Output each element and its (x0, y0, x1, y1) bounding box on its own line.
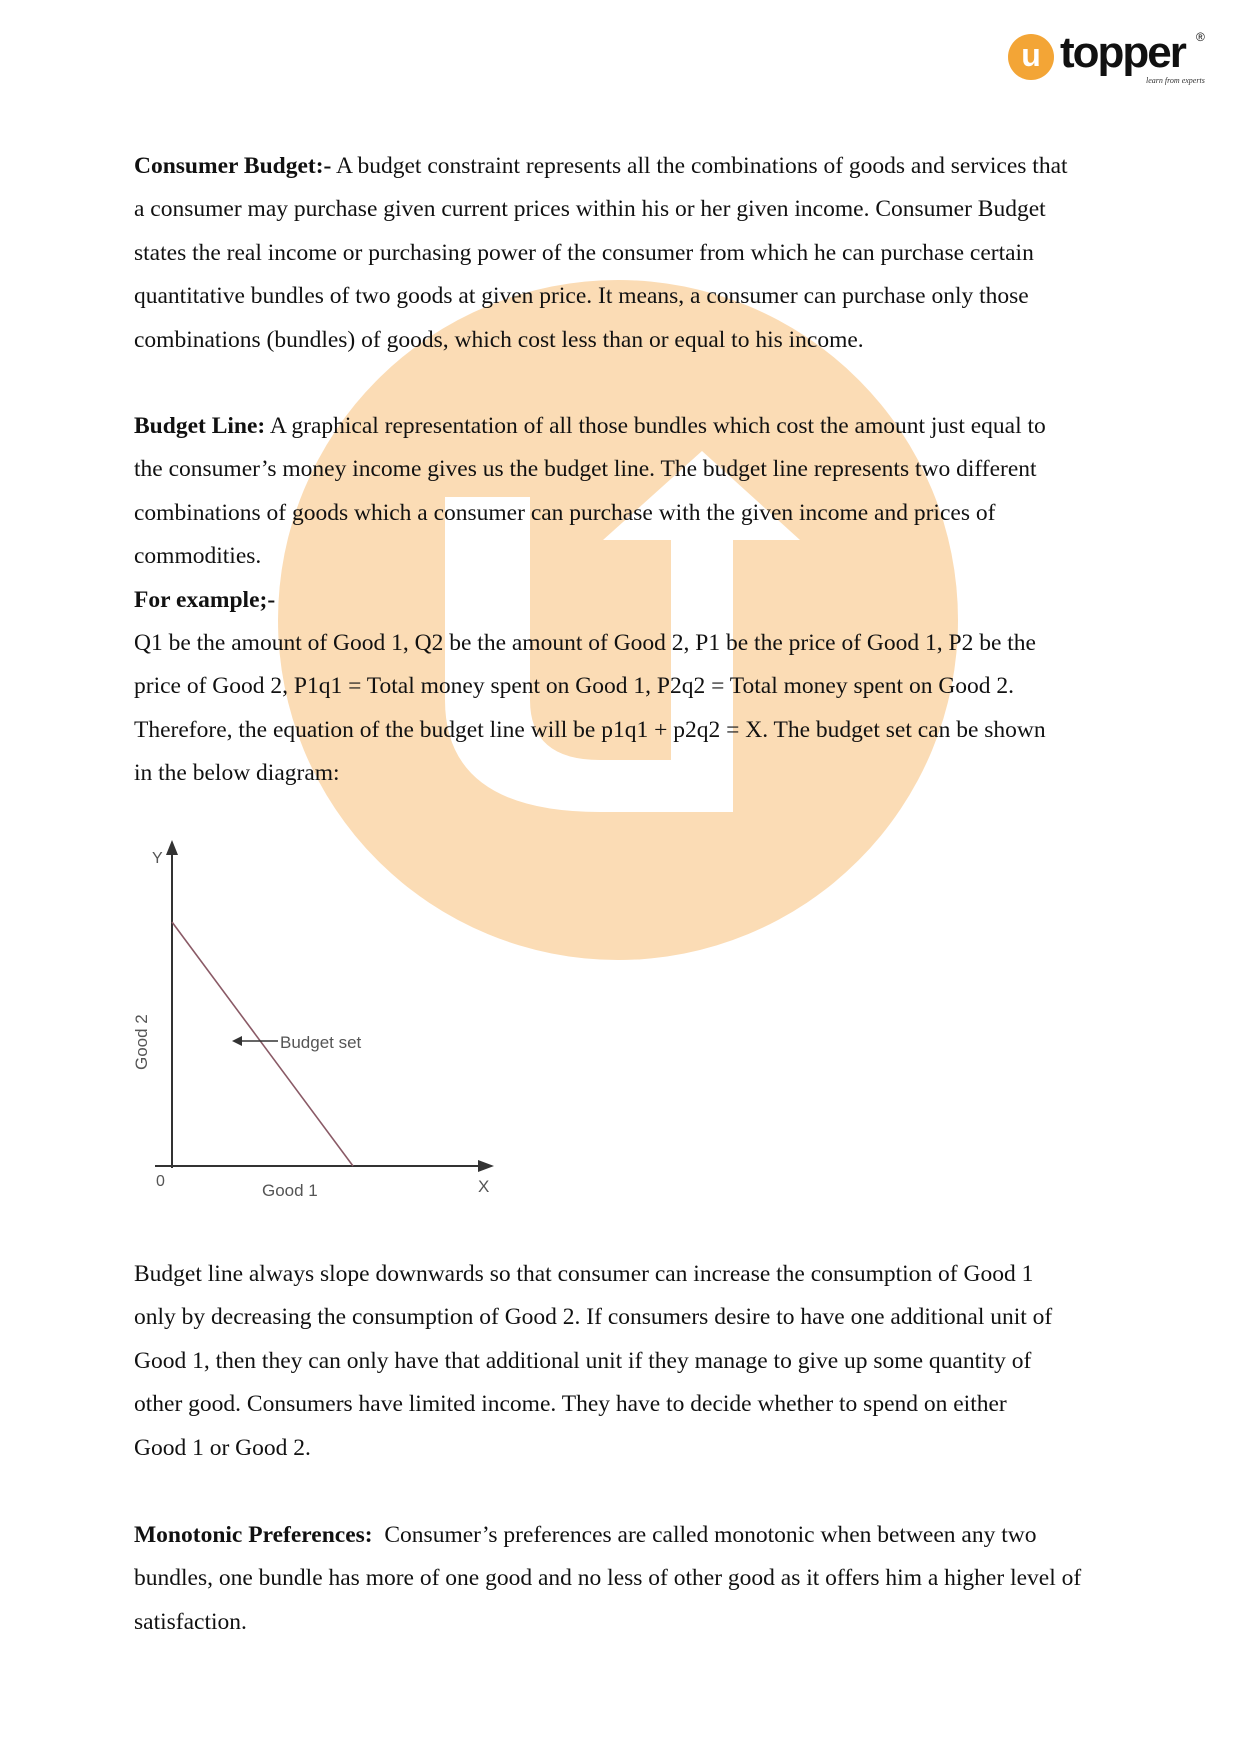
text-line: Good 1 or Good 2. (134, 1434, 311, 1461)
logo-word: topper (1060, 28, 1185, 77)
utopper-logo (1008, 30, 1208, 92)
y-axis-label: Good 2 (132, 1014, 151, 1070)
x-axis-arrow-icon (478, 1160, 494, 1172)
text-line: price of Good 2, P1q1 = Total money spent on Good 1, P2q2 = Total money spent on Good 2. (134, 673, 1015, 700)
consumer-budget-heading: Consumer Budget:- (134, 153, 332, 179)
x-axis-letter: X (478, 1177, 490, 1196)
logo-mark-icon: u (1008, 34, 1054, 80)
logo-tagline: learn from experts (1146, 76, 1205, 85)
annotation-label: Budget set (280, 1033, 362, 1052)
budget-line-paragraph: Budget Line: A graphical representation of all those bundles which cost the amount just equal to the consumer’s money income gives us the budget line. The budget line represents two different combinations of goods which a consumer can purchase with the given income and prices of commodities. For example;- Q1 be the amount of Good 1, Q2 be the amount of Good 2, P1 be the price of Good 1, P2 be the price of Good 2, P1q1 = Total money spent on Good 1, P2q2 = Total money spent on Good 2. Therefore, the equation of the budget line will be p1q1 + p2q2 = X. The budget set can be shown in the below diagram: (134, 405, 1164, 796)
text-line: Therefore, the equation of the budget line will be p1q1 + p2q2 = X. The budget set can be shown (134, 716, 1046, 743)
text-line: the consumer’s money income gives us the budget line. The budget line represents two different (134, 456, 1037, 483)
text-line: bundles, one bundle has more of one good and no less of other good as it offers him a higher level of (134, 1565, 1082, 1592)
x-axis-label: Good 1 (262, 1181, 318, 1200)
text-line: other good. Consumers have limited income. They have to decide whether to spend on either (134, 1391, 1007, 1418)
monotonic-paragraph: Monotonic Preferences: Consumer’s preferences are called monotonic when between any two bundles, one bundle has more of one good and no less of other good as it offers him a higher level of satisfaction. (134, 1514, 1164, 1644)
example-heading: For example;- (134, 586, 276, 613)
text-line: only by decreasing the consumption of Good 2. If consumers desire to have one additional unit of (134, 1304, 1053, 1331)
text-line: combinations of goods which a consumer can purchase with the given income and prices of (134, 499, 996, 526)
registered-mark: ® (1196, 30, 1205, 44)
text-line: in the below diagram: (134, 760, 340, 787)
budget-line-heading: Budget Line: (134, 413, 266, 439)
budget-set-diagram (120, 830, 520, 1210)
text-line: combinations (bundles) of goods, which cost less than or equal to his income. (134, 326, 864, 353)
y-axis-arrow-icon (166, 840, 178, 855)
consumer-budget-paragraph: Consumer Budget:- A budget constraint represents all the combinations of goods and services that a consumer may purchase given current prices within his or her given income. Consumer Budget states the real income or purchasing power of the consumer from which he can purchase certain quantitative bundles of two goods at given price. It means, a consumer can purchase only those combinations (bundles) of goods, which cost less than or equal to his income. (134, 145, 1164, 362)
origin-label: 0 (156, 1173, 165, 1190)
text-line: commodities. (134, 543, 262, 570)
text-line: quantitative bundles of two goods at given price. It means, a consumer can purchase only those (134, 283, 1029, 310)
text-line: Budget line always slope downwards so that consumer can increase the consumption of Good 1 (134, 1261, 1034, 1287)
text-line: states the real income or purchasing power of the consumer from which he can purchase certain (134, 239, 1034, 266)
text-line: Good 1, then they can only have that additional unit if they manage to give up some quantity of (134, 1347, 1032, 1374)
monotonic-heading: Monotonic Preferences: (134, 1522, 373, 1548)
text-line: Q1 be the amount of Good 1, Q2 be the amount of Good 2, P1 be the price of Good 1, P2 be the (134, 630, 1036, 657)
text-line: a consumer may purchase given current prices within his or her given income. Consumer Budget (134, 196, 1046, 223)
y-axis-letter: Y (152, 850, 163, 867)
annotation-arrow-icon (232, 1036, 242, 1046)
slope-paragraph (134, 1253, 1164, 1470)
text-line: satisfaction. (134, 1608, 247, 1635)
